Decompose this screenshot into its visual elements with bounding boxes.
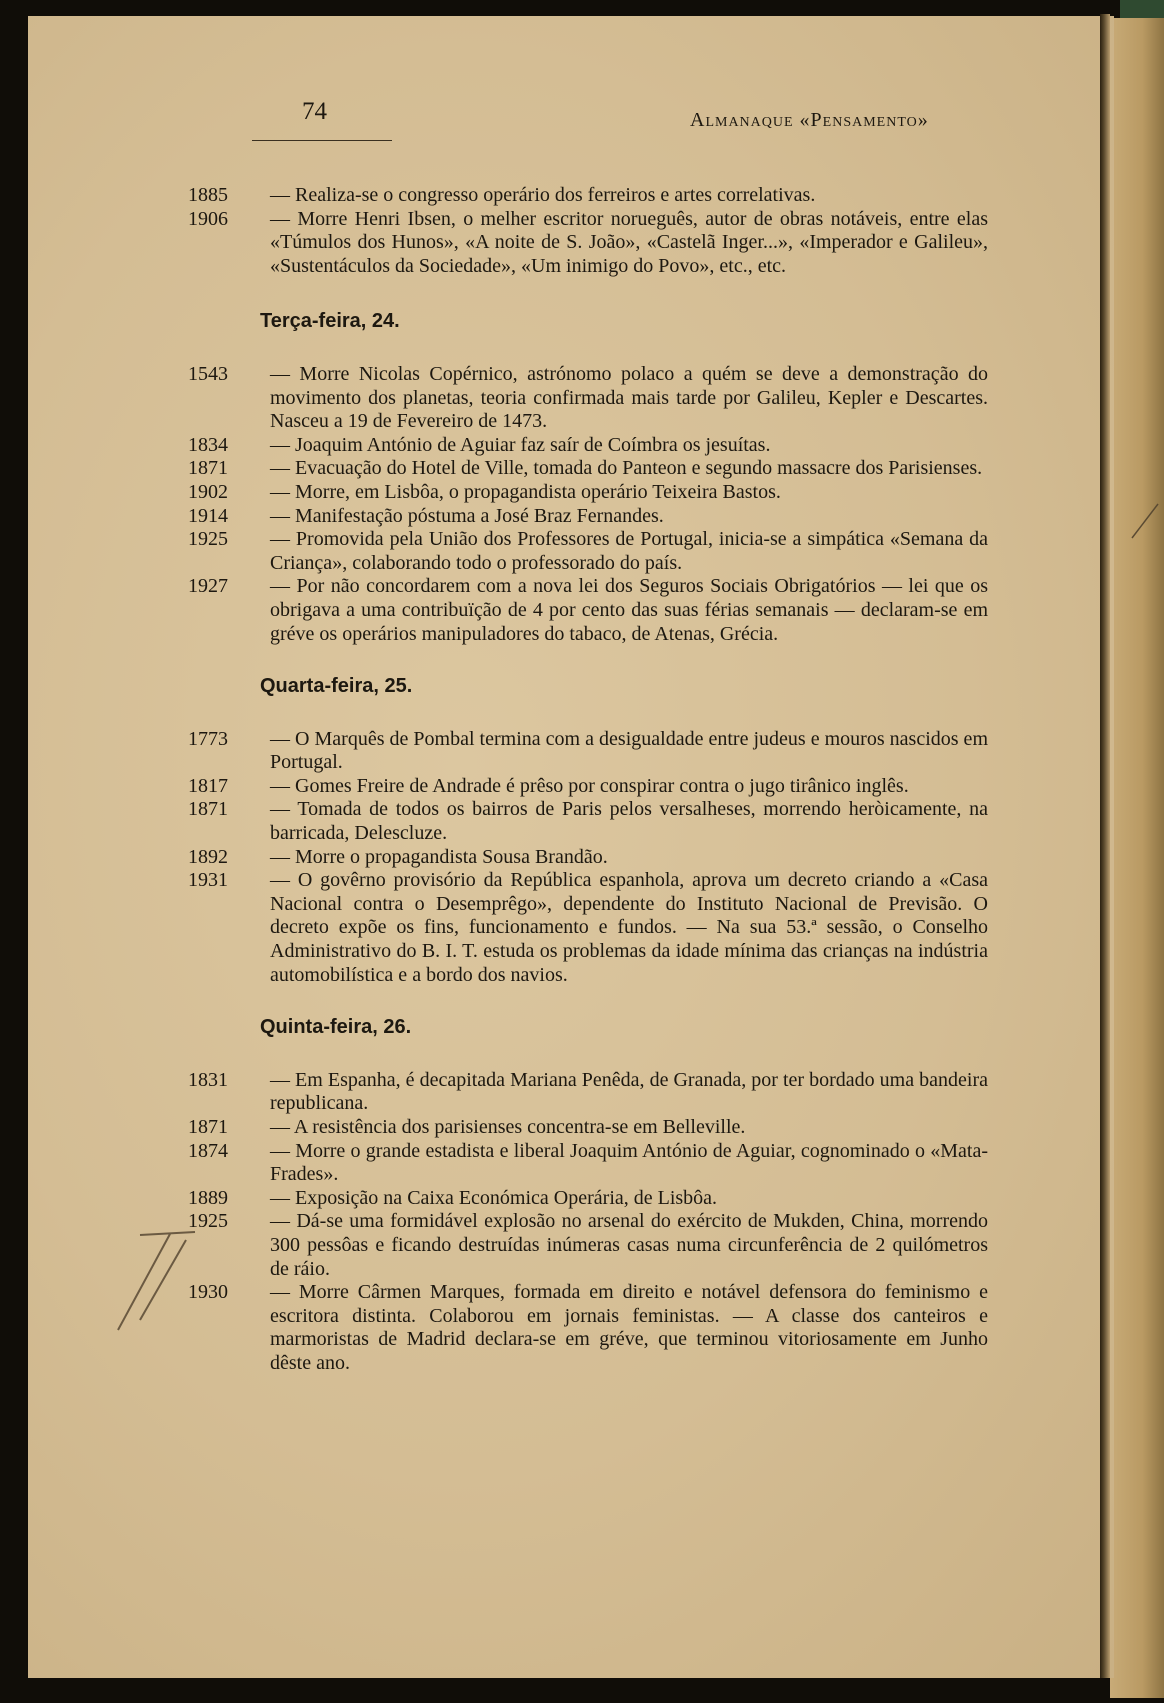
margin-tick-mark: [1130, 500, 1160, 540]
entry: [188, 575, 988, 646]
running-title: Almanaque «Pensamento»: [690, 109, 929, 131]
entry-text: — Promovida pela União dos Professores de Portugal, inicia-se a simpática «Semana da Criança», colaborando todo o professorado do país.: [270, 528, 988, 574]
facing-page-strip: [1110, 18, 1164, 1698]
entry-year: 1906: [188, 207, 228, 230]
entry-year: 1834: [188, 433, 228, 456]
entry-text: — Realiza-se o congresso operário dos ferreiros e artes correlativas.: [270, 184, 816, 206]
entry-text: — Manifestação póstuma a José Braz Fernandes.: [270, 504, 664, 527]
entry-year: 1871: [188, 457, 228, 480]
entry: [188, 505, 988, 529]
entry-year: 1925: [188, 1210, 228, 1233]
entry-year: 1931: [188, 869, 228, 892]
entry-text: — Evacuação do Hotel de Ville, tomada do Panteon e segundo massacre dos Parisienses.: [270, 457, 983, 480]
entry-text: — Tomada de todos os bairros de Paris pelos versalheses, morrendo heròicamente, na barricada, Delescluze.: [270, 798, 988, 845]
entry: [188, 1116, 988, 1140]
entry-year: 1902: [188, 480, 228, 503]
entry-text: — Gomes Freire de Andrade é prêso por conspirar contra o jugo tirânico inglês.: [270, 774, 909, 797]
entry: [188, 728, 988, 775]
entry: [188, 528, 988, 575]
entry: [188, 1069, 988, 1116]
day-heading: Terça-feira, 24.: [260, 310, 400, 333]
entry-text: — Joaquim António de Aguiar faz saír de Coímbra os jesuítas.: [270, 433, 771, 456]
entry-year: 1927: [188, 575, 228, 598]
entry: [188, 363, 988, 434]
section-continuation: [188, 184, 988, 278]
entry-text: — O Marquês de Pombal termina com a desigualdade entre judeus e mouros nascidos em Portugal.: [270, 727, 988, 774]
entry-text: — Em Espanha, é decapitada Mariana Penêda, de Granada, por ter bordado uma bandeira republicana.: [270, 1068, 988, 1115]
entry-year: 1871: [188, 1116, 228, 1138]
entry-year: 1892: [188, 845, 228, 868]
entry-text: — Morre, em Lisbôa, o propagandista operário Teixeira Bastos.: [270, 480, 781, 503]
entry: [188, 1281, 988, 1375]
entry: [188, 798, 988, 845]
entry: [188, 481, 988, 505]
entry-year: 1885: [188, 184, 228, 206]
entry: [188, 1210, 988, 1281]
pencil-mark: [100, 1220, 210, 1340]
entry-text: — Dá-se uma formidável explosão no arsenal do exército de Mukden, China, morrendo 300 pessôas e ficando destruídas inúmeras casas numa circunferência de 2 quilómetros de ráio.: [270, 1210, 988, 1280]
pencil-stroke: [118, 1232, 195, 1330]
entry-text: — Morre o grande estadista e liberal Joaquim António de Aguiar, cognominado o «Mata-Frades».: [270, 1139, 988, 1186]
section-quarta-feira: [188, 675, 988, 987]
section-terca-feira: [188, 310, 988, 646]
entry-year: 1925: [188, 528, 228, 551]
section-quinta-feira: [188, 1016, 988, 1375]
page-number-rule: [252, 140, 392, 141]
entry-year: 1817: [188, 774, 228, 797]
day-heading: Quarta-feira, 25.: [260, 675, 413, 698]
entry-year: 1889: [188, 1186, 228, 1209]
entry: [188, 1140, 988, 1187]
entry-text: — Morre Cârmen Marques, formada em direito e notável defensora do feminismo e escritora distinta. Colaborou em jornais feministas. — A classe dos canteiros e marmoristas de Madrid declara-se em gréve, que terminou vitoriosamente em Junho dêste ano.: [270, 1281, 988, 1374]
entry-year: 1773: [188, 727, 228, 750]
entry: [188, 184, 988, 208]
entry: [188, 457, 988, 481]
entry-year: 1930: [188, 1281, 228, 1304]
entry: [188, 1187, 988, 1211]
entry-year: 1914: [188, 504, 228, 527]
entry: [188, 775, 988, 799]
entry-text: — A resistência dos parisienses concentra-se em Belleville.: [270, 1116, 746, 1138]
entry-text: — O govêrno provisório da República espanhola, aprova um decreto criando a «Casa Nacional contra o Desemprêgo», dependente do Instituto Nacional de Previsão. O decreto expõe os fins, funcionamento e fundos. — Na sua 53.ª sessão, o Conselho Administrativo do B. I. T. estuda os problemas da idade mínima das crianças na indústria automobilística e a bordo dos navios.: [270, 869, 988, 986]
page-number: 74: [302, 98, 327, 125]
entry-text: — Exposição na Caixa Económica Operária, de Lisbôa.: [270, 1186, 718, 1209]
entry-year: 1874: [188, 1139, 228, 1162]
entry-text: — Morre Henri Ibsen, o melher escritor norueguês, autor de obras notáveis, entre elas «Túmulos dos Hunos», «A noite de S. João», «Castelã Inger...», «Imperador e Galileu», «Sustentáculos da Sociedade», «Um inimigo do Povo», etc., etc.: [270, 207, 988, 277]
entry-year: 1831: [188, 1068, 228, 1091]
tick-stroke: [1132, 504, 1158, 538]
entry: [188, 434, 988, 458]
day-heading: Quinta-feira, 26.: [260, 1016, 412, 1039]
entry-text: — Morre Nicolas Copérnico, astrónomo polaco a quém se deve a demonstração do movimento dos planetas, teoria confirmada mais tarde por Galileu, Kepler e Descartes. Nasceu a 19 de Fevereiro de 1473.: [270, 362, 988, 433]
entry-text: — Morre o propagandista Sousa Brandão.: [270, 845, 608, 868]
entry-text: — Por não concordarem com a nova lei dos Seguros Sociais Obrigatórios — lei que os obrigava a uma contribuïção de 4 por cento das suas férias semanais — declaram-se em gréve os operários manipuladores do tabaco, de Atenas, Grécia.: [270, 575, 988, 645]
entry-year: 1543: [188, 362, 228, 385]
entry: [188, 869, 988, 987]
page-gutter: [1100, 14, 1110, 1678]
entry-year: 1871: [188, 798, 228, 821]
almanac-text: [188, 184, 988, 1376]
entry: [188, 846, 988, 870]
entry: [188, 208, 988, 279]
